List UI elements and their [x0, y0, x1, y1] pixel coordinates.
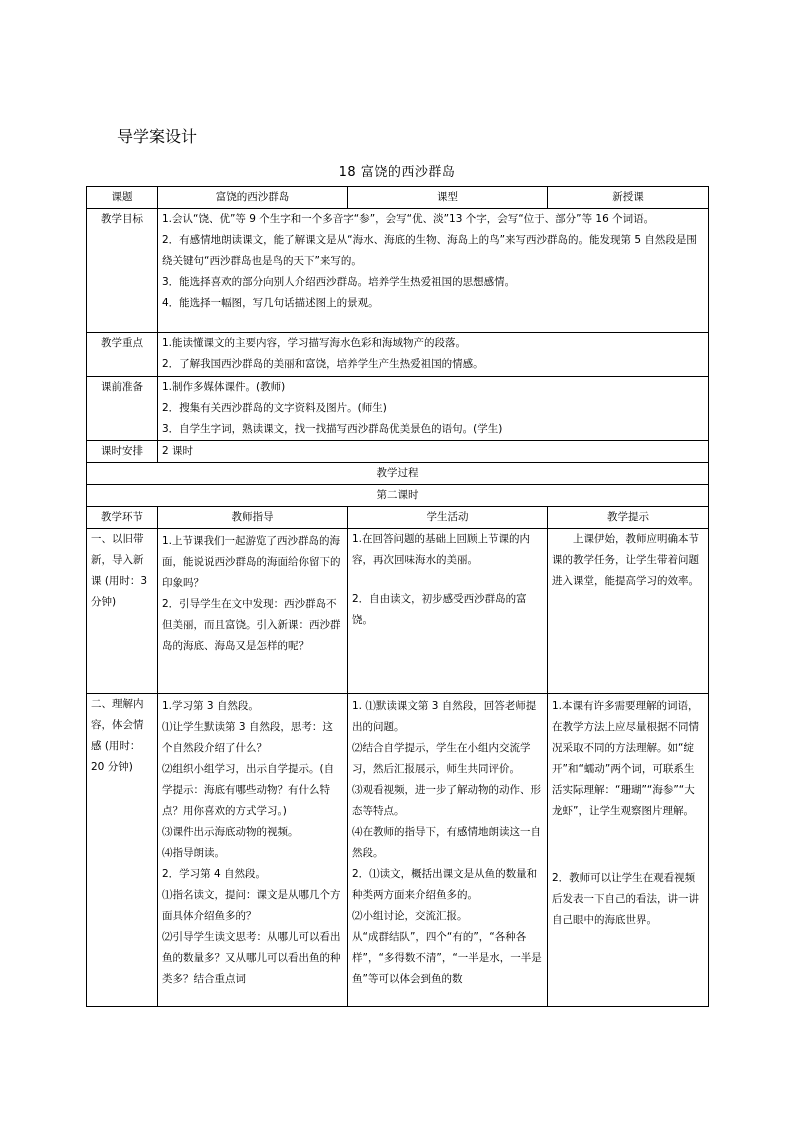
- goal-item: 2．有感情地朗读课文，能了解课文是从“海水、海底的生物、海岛上的鸟”来写西沙群岛的。能发现第 5 自然段是围绕关键句“西沙群岛也是鸟的天下”来写的。: [162, 234, 697, 267]
- goals-label: 教学目标: [87, 209, 158, 333]
- stage-label: 一、以旧带新，导入新课 (用时：3 分钟): [87, 529, 158, 694]
- student-item: 1.在回答问题的基础上回顾上节课的内容，再次回味海水的美丽。: [352, 533, 531, 566]
- column-header: 教学提示: [548, 507, 709, 529]
- lesson-title: 18 富饶的西沙群岛: [338, 165, 456, 180]
- teaching-tips: [548, 694, 709, 1007]
- key-point-item: 2．了解我国西沙群岛的美丽和富饶，培养学生产生热爱祖国的情感。: [162, 358, 484, 370]
- column-header-row: [87, 507, 709, 529]
- type-value: 新授课: [548, 187, 709, 209]
- column-header: 学生活动: [348, 507, 548, 529]
- stage-label: 二、理解内容，体会情感 (用时：20 分钟): [87, 694, 158, 1007]
- student-item: 从“成群结队”，四个“有的”，“各种各样”，“多得数不清”，“一半是水，一半是鱼”等可以体会到鱼的数: [352, 931, 542, 985]
- student-item: 2．⑴读文，概括出课文是从鱼的数量和种类两方面来介绍鱼多的。: [352, 868, 538, 901]
- stage-row: [87, 529, 709, 694]
- teacher-item: ⑷指导朗读。: [162, 847, 225, 859]
- goal-item: 1.会认“饶、优”等 9 个生字和一个多音字“参”，会写“优、淡”13 个字，会写“位于、部分”等 16 个词语。: [162, 213, 655, 225]
- schedule-value: 2 课时: [158, 441, 709, 463]
- teacher-item: 2．引导学生在文中发现：西沙群岛不但美丽，而且富饶。引入新课：西沙群岛的海底、海岛又是怎样的呢？: [162, 598, 341, 652]
- preparation-content: [158, 377, 709, 441]
- key-points-content: [158, 333, 709, 377]
- teacher-item: ⑶课件出示海底动物的视频。: [162, 826, 299, 838]
- topic-value: 富饶的西沙群岛: [158, 187, 348, 209]
- teacher-guidance: [158, 694, 348, 1007]
- key-point-item: 1.能读懂课文的主要内容，学习描写海水色彩和海域物产的段落。: [162, 337, 467, 349]
- info-row: [87, 187, 709, 209]
- key-points-row: [87, 333, 709, 377]
- period-title: 第二课时: [87, 485, 709, 507]
- tip-item: 2．教师可以让学生在观看视频后发表一下自己的看法，讲一讲自己眼中的海底世界。: [552, 872, 699, 926]
- period-title-row: [87, 485, 709, 507]
- schedule-label: 课时安排: [87, 441, 158, 463]
- teacher-item: 2．学习第 4 自然段。: [162, 868, 267, 880]
- teaching-tip: 上课伊始，教师应明确本节课的教学任务，让学生带着问题进入课堂，能提高学习的效率。: [548, 529, 709, 694]
- student-item: ⑶观看视频，进一步了解动物的动作、形态等特点。: [352, 784, 541, 817]
- goal-item: 3．能选择喜欢的部分向别人介绍西沙群岛。培养学生热爱祖国的思想感情。: [162, 276, 516, 288]
- student-activity: [348, 529, 548, 694]
- process-title-row: [87, 463, 709, 485]
- preparation-label: 课前准备: [87, 377, 158, 441]
- student-item: ⑷在教师的指导下，有感情地朗读这一自然段。: [352, 826, 541, 859]
- teacher-item: ⑵引导学生读文思考：从哪儿可以看出鱼的数量多？又从哪儿可以看出鱼的种类多？结合重点词: [162, 931, 341, 985]
- preparation-item: 2．搜集有关西沙群岛的文字资料及图片。(师生): [162, 402, 387, 414]
- student-item: 2．自由读文，初步感受西沙群岛的富饶。: [352, 593, 527, 626]
- teacher-item: 1.学习第 3 自然段。: [162, 700, 259, 712]
- teacher-item: 1.上节课我们一起游览了西沙群岛的海面，能说说西沙群岛的海面给你留下的印象吗？: [162, 535, 341, 589]
- column-header: 教师指导: [158, 507, 348, 529]
- column-header: 教学环节: [87, 507, 158, 529]
- goals-row: [87, 209, 709, 333]
- student-activity: [348, 694, 548, 1007]
- document-heading: 导学案设计: [117, 127, 198, 146]
- process-title: 教学过程: [87, 463, 709, 485]
- type-label: 课型: [348, 187, 548, 209]
- stage-row: [87, 694, 709, 1007]
- schedule-row: [87, 441, 709, 463]
- student-item: 1. ⑴默读课文第 3 自然段，回答老师提出的问题。: [352, 700, 537, 733]
- teacher-item: ⑴让学生默读第 3 自然段，思考：这个自然段介绍了什么？: [162, 721, 333, 754]
- topic-label: 课题: [87, 187, 158, 209]
- teacher-item: ⑴指名读文，提问：课文是从哪几个方面具体介绍鱼多的？: [162, 889, 341, 922]
- key-points-label: 教学重点: [87, 333, 158, 377]
- lesson-plan-table: [86, 186, 709, 1007]
- goals-content: [158, 209, 709, 333]
- preparation-item: 3．自学生字词，熟读课文，找一找描写西沙群岛优美景色的语句。(学生): [162, 423, 503, 435]
- teacher-guidance: [158, 529, 348, 694]
- teacher-item: ⑵组织小组学习，出示自学提示。(自学提示：海底有哪些动物？有什么特点？用你喜欢的方式学习。): [162, 763, 335, 817]
- preparation-item: 1.制作多媒体课件。(教师): [162, 381, 286, 393]
- tip-item: 1.本课有许多需要理解的词语，在教学方法上应尽量根据不同情况采取不同的方法理解。如“绽开”和“蠕动”两个词，可联系生活实际理解：“珊瑚”“海参”“大龙虾”，让学生观察图片理解。: [552, 700, 699, 817]
- preparation-row: [87, 377, 709, 441]
- goal-item: 4．能选择一幅图，写几句话描述图上的景观。: [162, 297, 379, 309]
- student-item: ⑵小组讨论，交流汇报。: [352, 910, 468, 922]
- student-item: ⑵结合自学提示，学生在小组内交流学习，然后汇报展示，师生共同评价。: [352, 742, 531, 775]
